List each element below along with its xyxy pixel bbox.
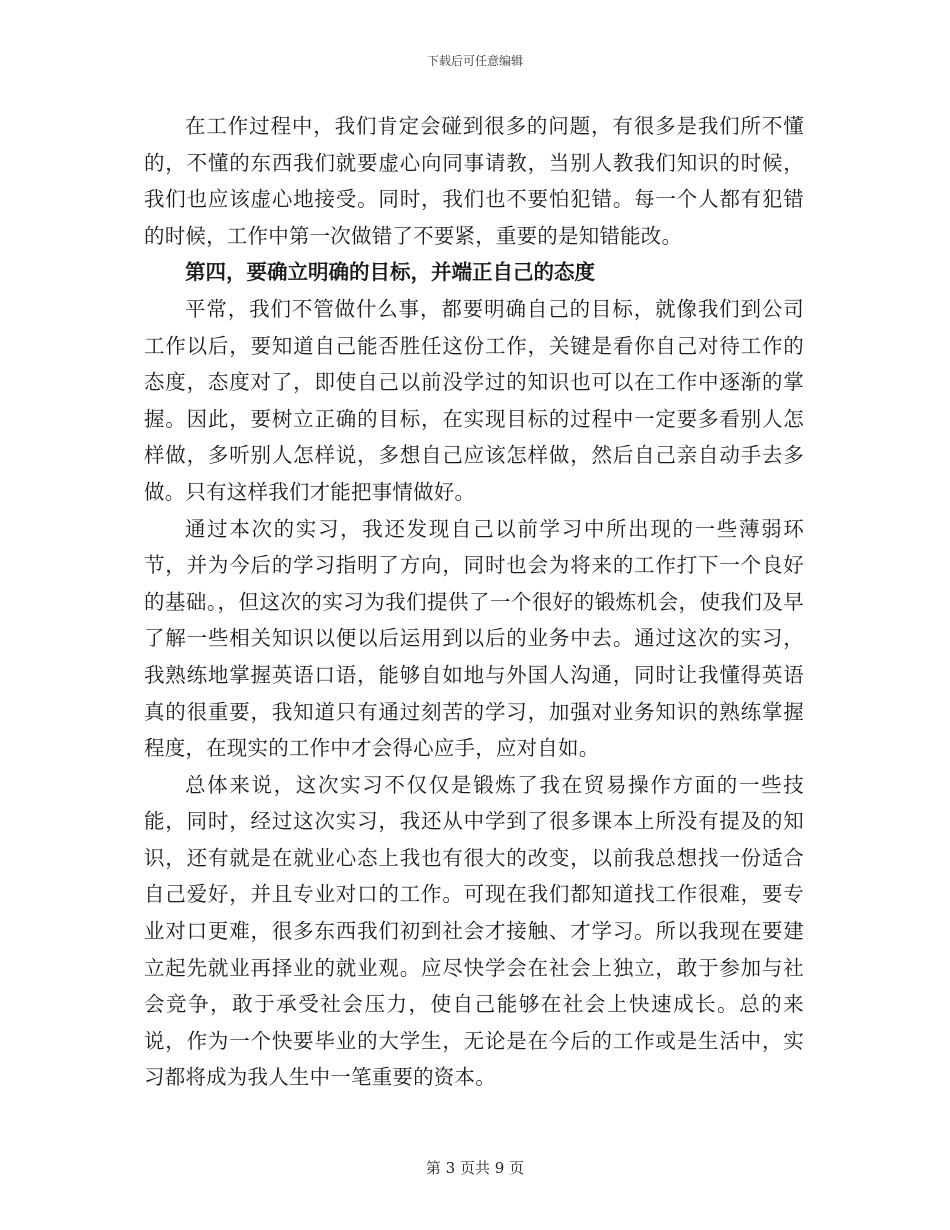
paragraph-clear-goals: 平常，我们不管做什么事，都要明确自己的目标，就像我们到公司工作以后，要知道自己能否胜任这份工作，关键是看你自己对待工作的态度，态度对了，即使自己以前没学过的知识也可以在工作中逐渐的掌握。因此，要树立正确的目标，在实现目标的过程中一定要多看别人怎样做，多听别人怎样说，多想自己应该怎样做，然后自己亲自动手去多做。只有这样我们才能把事情做好。 bbox=[144, 296, 804, 504]
page-header: 下载后可任意编辑 bbox=[426, 54, 523, 68]
document-body bbox=[144, 108, 804, 1096]
paragraph-learning-from-colleagues: 在工作过程中，我们肯定会碰到很多的问题，有很多是我们所不懂的，不懂的东西我们就要虚心向同事请教，当别人教我们知识的时候，我们也应该虚心地接受。同时，我们也不要怕犯错。每一个人都有犯错的时候，工作中第一次做错了不要紧，重要的是知错能改。 bbox=[144, 114, 804, 248]
page-footer: 第 3 页共 9 页 bbox=[425, 1159, 525, 1177]
section-heading-goals: 第四，要确立明确的目标，并端正自己的态度 bbox=[185, 260, 595, 285]
paragraph-internship-findings: 通过本次的实习，我还发现自己以前学习中所出现的一些薄弱环节，并为今后的学习指明了方向，同时也会为将来的工作打下一个良好的基础。，但这次的实习为我们提供了一个很好的锻炼机会，使我们及早了解一些相关知识以便以后运用到以后的业务中去。通过这次的实习，我熟练地掌握英语口语，能够自如地与外国人沟通，同时让我懂得英语真的很重要，我知道只有通过刻苦的学习，加强对业务知识的熟练掌握程度，在现实的工作中才会得心应手，应对自如。 bbox=[144, 516, 804, 761]
paragraph-summary: 总体来说，这次实习不仅仅是锻炼了我在贸易操作方面的一些技能，同时，经过这次实习，我还从中学到了很多课本上所没有提及的知识，还有就是在就业心态上我也有很大的改变，以前我总想找一份适合自己爱好，并且专业对口的工作。可现在我们都知道找工作很难，要专业对口更难，很多东西我们初到社会才接触、才学习。所以我现在要建立起先就业再择业的就业观。应尽快学会在社会上独立，敢于参加与社会竞争，敢于承受社会压力，使自己能够在社会上快速成长。总的来说，作为一个快要毕业的大学生，无论是在今后的工作或是生活中，实习都将成为我人生中一笔重要的资本。 bbox=[144, 772, 804, 1090]
